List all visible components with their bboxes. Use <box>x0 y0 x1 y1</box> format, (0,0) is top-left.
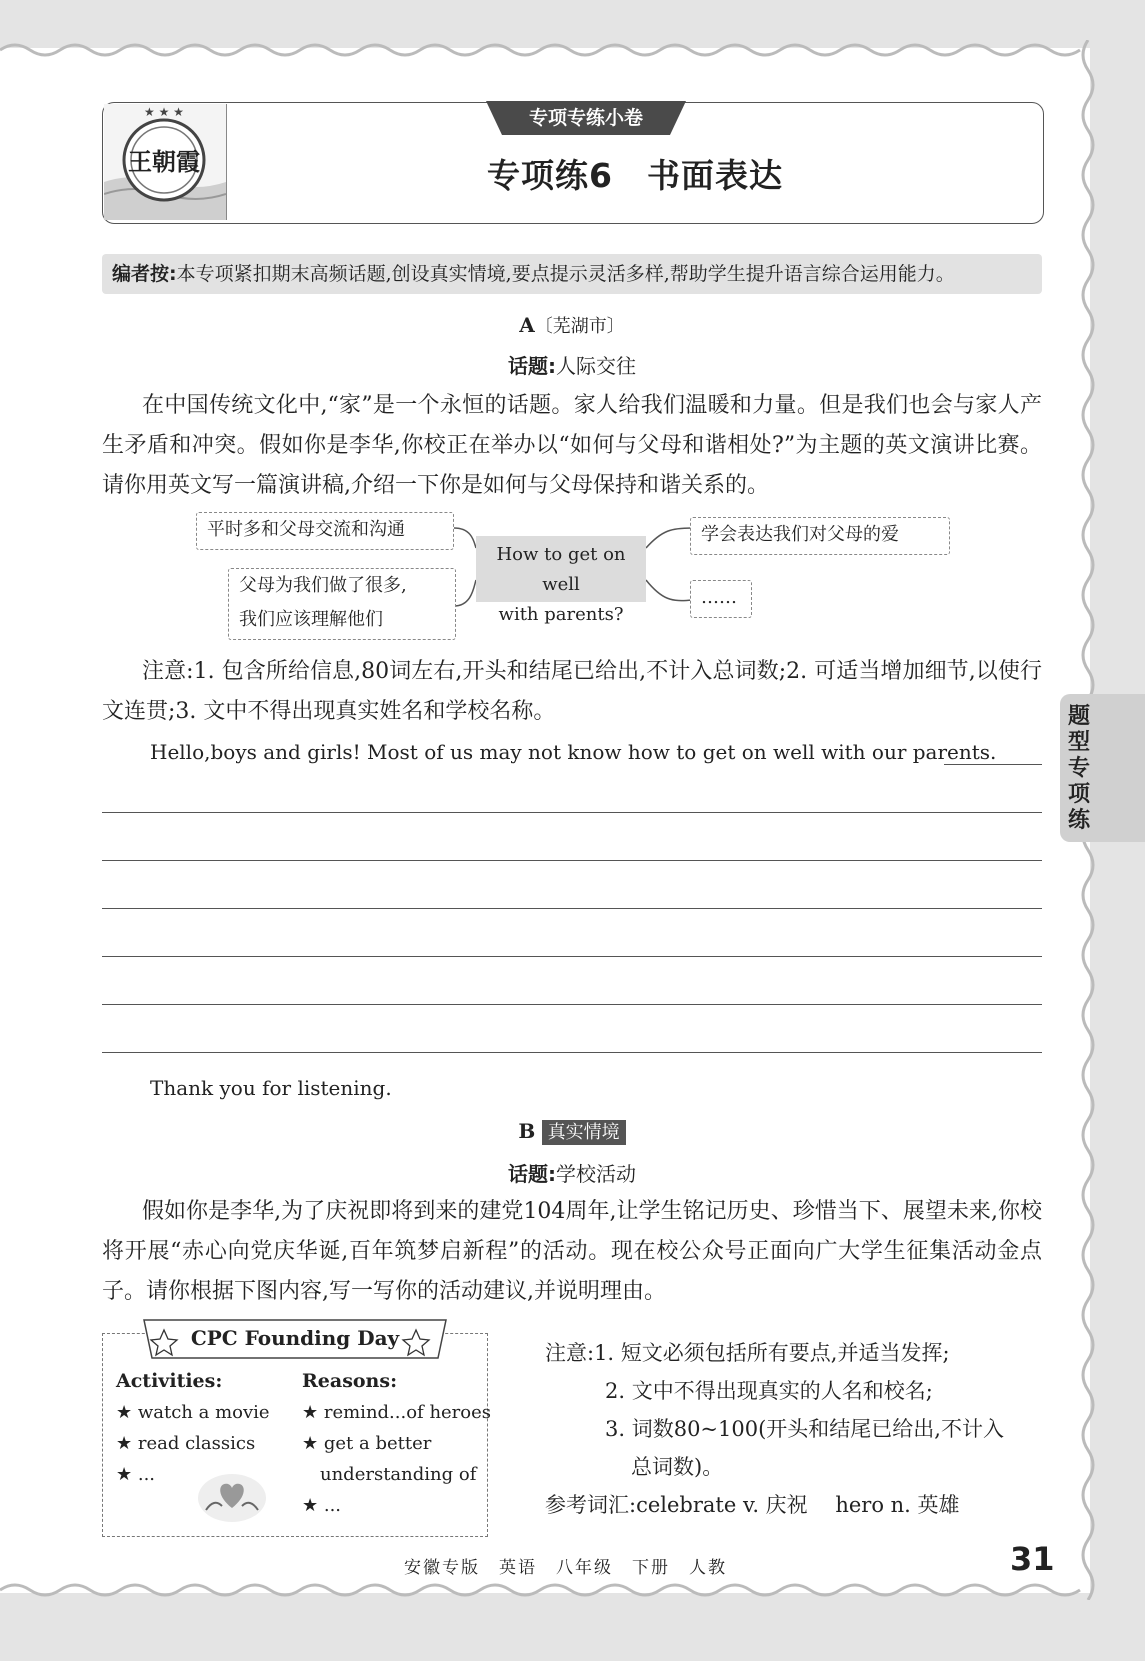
section-b-prompt: 假如你是李华,为了庆祝即将到来的建党104周年,让学生铭记历史、珍惜当下、展望未来,你校将开展“赤心向党庆华诞,百年筑梦启新程”的活动。现在校公众号正面向广大学生征集活动金点子。请你根据下图内容,写一写你的活动建议,并说明理由。 <box>102 1199 1042 1304</box>
section-a-topic <box>102 350 1042 379</box>
writing-line[interactable] <box>102 956 1042 957</box>
note-1: 注意:1. 短文必须包括所有要点,并适当发挥; <box>545 1341 950 1365</box>
editor-note <box>102 254 1042 294</box>
svg-text:★ ★ ★: ★ ★ ★ <box>144 105 184 119</box>
decorative-border-bottom <box>0 1580 1145 1600</box>
section-tab-label: 专项专练小卷 <box>528 107 643 129</box>
page-number: 31 <box>1010 1540 1055 1578</box>
editor-note-label: 编者按: <box>112 263 177 285</box>
reasons-heading: Reasons: <box>302 1370 398 1392</box>
note-3: 3. 词数80~100(开头和结尾已给出,不计入 <box>605 1417 1004 1441</box>
section-a-source: 〔芜湖市〕 <box>534 316 625 337</box>
publisher-logo <box>104 104 227 220</box>
svg-text:王朝霞: 王朝霞 <box>128 147 200 176</box>
section-b-topic <box>102 1158 1042 1187</box>
mindmap-node-bottom-left-line2: 我们应该理解他们 <box>239 609 383 630</box>
reason-item: ★ remind...of heroes <box>302 1402 492 1423</box>
section-a-notice: 注意:1. 包含所给信息,80词左右,开头和结尾已给出,不计入总词数;2. 可适当增加细节,以使行文连贯;3. 文中不得出现真实姓名和学校名称。 <box>102 659 1042 724</box>
page-title: 专项练6 书面表达 <box>487 156 783 195</box>
footer-info: 安徽专版 英语 八年级 下册 人教 <box>404 1558 727 1578</box>
heart-hands-icon <box>196 1468 268 1524</box>
section-a-opening: Hello,boys and girls! Most of us may not know how to get on well with our parents. <box>150 740 997 764</box>
decorative-border-top <box>0 40 1145 60</box>
cpc-card-title: CPC Founding Day <box>190 1326 400 1350</box>
mindmap-node-top-left: 平时多和父母交流和沟通 <box>196 512 454 550</box>
writing-line[interactable] <box>102 908 1042 909</box>
writing-line[interactable] <box>102 1052 1042 1053</box>
mindmap-node-bottom-left-line1: 父母为我们做了很多, <box>239 575 407 596</box>
mindmap-center-node <box>476 536 646 625</box>
section-a-prompt: 在中国传统文化中,“家”是一个永恒的话题。家人给我们温暖和力量。但是我们也会与家人产生矛盾和冲突。假如你是李华,你校正在举办以“如何与父母和谐相处?”为主题的英文演讲比赛。请你用英文写一篇演讲稿,介绍一下你是如何与父母保持和谐关系的。 <box>102 393 1042 498</box>
writing-line[interactable] <box>102 812 1042 813</box>
editor-note-text: 本专项紧扣期末高频话题,创设真实情境,要点提示灵活多样,帮助学生提升语言综合运用能力。 <box>176 263 955 285</box>
section-a-heading <box>102 312 1042 338</box>
note-3-cont: 总词数)。 <box>631 1455 724 1479</box>
section-a-letter: A <box>519 313 535 337</box>
reason-item: ★ ... <box>302 1495 342 1516</box>
activity-item: ★ watch a movie <box>116 1402 270 1423</box>
reason-item: ★ get a better <box>302 1433 432 1454</box>
writing-line[interactable] <box>102 860 1042 861</box>
activity-item: ★ read classics <box>116 1433 256 1454</box>
mindmap-node-top-right: 学会表达我们对父母的爱 <box>690 517 950 555</box>
mindmap-node-bottom-right: …… <box>690 580 752 618</box>
section-b-letter: B <box>518 1119 536 1143</box>
vocabulary-note: 参考词汇:celebrate v. 庆祝 hero n. 英雄 <box>545 1493 960 1517</box>
section-b-badge: 真实情境 <box>542 1120 626 1145</box>
section-b-notes <box>545 1334 1004 1524</box>
mindmap-center-line2: with parents? <box>498 604 624 625</box>
reason-item: understanding of <box>302 1464 477 1485</box>
reasons-column <box>302 1366 491 1521</box>
section-a-closing: Thank you for listening. <box>150 1076 392 1100</box>
topic-label: 话题: <box>508 1162 556 1186</box>
note-2: 2. 文中不得出现真实的人名和校名; <box>605 1379 933 1403</box>
topic-text: 学校活动 <box>556 1162 636 1186</box>
side-tab-label: 题型专项练 <box>1068 704 1091 833</box>
activity-item: ★ ... <box>116 1464 156 1485</box>
writing-line[interactable] <box>102 1004 1042 1005</box>
mindmap-node-bottom-left <box>228 568 456 640</box>
topic-text: 人际交往 <box>556 354 636 378</box>
topic-label: 话题: <box>508 354 556 378</box>
mindmap-center-line1: How to get on well <box>496 544 626 595</box>
activities-heading: Activities: <box>116 1370 223 1392</box>
writing-line[interactable] <box>944 764 1042 765</box>
section-b-heading <box>102 1118 1042 1144</box>
